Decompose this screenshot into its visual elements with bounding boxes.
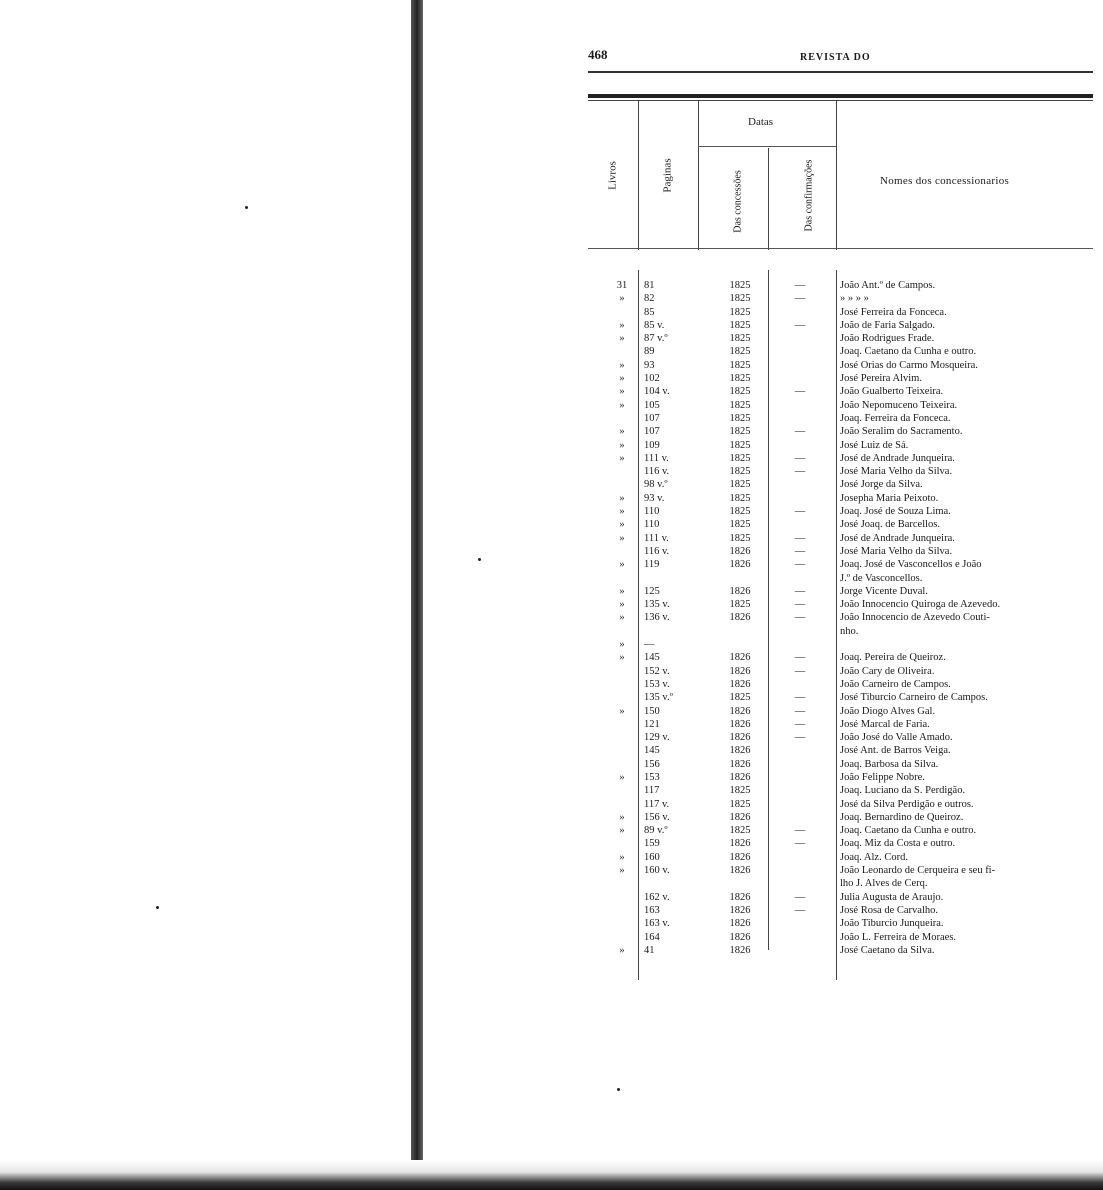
cell-concessao: 1826 <box>729 851 751 863</box>
cell-pagina: 160 <box>644 851 660 863</box>
table-row <box>588 505 1103 518</box>
table-row <box>588 385 1103 398</box>
dust-speck <box>245 206 248 209</box>
header-livros: Livros <box>606 161 619 190</box>
cell-nome: José Marcal de Faria. <box>840 718 930 730</box>
cell-livro: » <box>619 386 625 398</box>
cell-concessao: 1825 <box>729 359 751 371</box>
cell-confirmacao: — <box>794 280 806 291</box>
cell-pagina: 145 <box>644 745 660 757</box>
cell-livro: » <box>619 373 625 385</box>
cell-concessao: 1825 <box>729 798 751 810</box>
cell-nome: José de Andrade Junqueira. <box>840 452 955 464</box>
cell-livro: » <box>619 333 625 345</box>
cell-concessao: 1825 <box>729 426 751 438</box>
table-row <box>588 771 1103 784</box>
cell-livro: » <box>619 612 625 624</box>
cell-concessao: 1826 <box>729 559 751 571</box>
cell-confirmacao: — <box>794 652 806 664</box>
cell-nome: Joaq. Luciano da S. Perdigão. <box>840 785 966 797</box>
cell-confirmacao: — <box>794 545 806 557</box>
cell-pagina: 117 v. <box>644 798 670 810</box>
cell-nome: José Ferreira da Fonceca. <box>840 306 947 318</box>
table-row <box>588 824 1103 837</box>
cell-nome: João Rodrigues Frade. <box>840 333 935 345</box>
cell-pagina: 136 v. <box>644 612 670 624</box>
cell-livro: » <box>619 944 625 956</box>
table-row <box>588 811 1103 824</box>
book-spine <box>411 0 423 1168</box>
table-row <box>588 372 1103 385</box>
cell-livro: » <box>619 851 625 863</box>
cell-pagina: 85 v. <box>644 319 665 331</box>
cell-pagina: 135 v. <box>644 599 670 611</box>
cell-nome: João Leonardo de Cerqueira e seu fi- <box>840 865 996 877</box>
cell-nome: Joaq. Pereira de Queiroz. <box>840 652 946 664</box>
cell-concessao: 1826 <box>729 585 751 597</box>
cell-nome: João José do Valle Amado. <box>840 732 953 744</box>
table-row <box>588 292 1103 305</box>
cell-concessao: 1826 <box>729 718 751 730</box>
cell-nome: Joaq. Miz da Costa e outro. <box>840 838 956 850</box>
table-row <box>588 319 1103 332</box>
table-body <box>588 279 1103 957</box>
cell-concessao: 1825 <box>729 319 751 331</box>
cell-pagina: 89 <box>644 346 655 358</box>
cell-concessao: 1825 <box>729 412 751 424</box>
cell-nome: José Rosa de Carvalho. <box>840 904 938 916</box>
cell-concessao: 1825 <box>729 519 751 531</box>
cell-confirmacao: — <box>794 559 806 571</box>
cell-livro: » <box>619 439 625 451</box>
table-row <box>588 558 1103 571</box>
header-das-confirmacoes: Das confirmações <box>803 159 815 232</box>
cell-pagina: 109 <box>644 439 660 451</box>
table-row <box>588 611 1103 624</box>
cell-confirmacao: — <box>794 612 806 624</box>
cell-livro: » <box>619 399 625 411</box>
cell-confirmacao: — <box>794 466 806 478</box>
cell-livro: » <box>619 559 625 571</box>
running-head: REVISTA DO <box>800 52 871 63</box>
cell-nome: Jorge Vicente Duval. <box>840 585 928 597</box>
cell-livro: » <box>619 811 625 823</box>
cell-livro: » <box>619 492 625 504</box>
cell-nome: João de Faria Salgado. <box>840 319 936 331</box>
cell-nome: João Innocencio Quiroga de Azevedo. <box>840 599 1001 611</box>
cell-pagina: 116 v. <box>644 466 670 478</box>
header-das-concessoes: Das concessões <box>732 170 744 233</box>
cell-livro: » <box>619 426 625 438</box>
header-nomes: Nomes dos concessionarios <box>880 175 1010 187</box>
cell-confirmacao: — <box>794 319 806 331</box>
datas-subrule <box>698 146 836 147</box>
cell-concessao: 1825 <box>729 386 751 398</box>
table-top-rule <box>588 94 1093 98</box>
cell-concessao: 1826 <box>729 838 751 850</box>
cell-nome: Josepha Maria Peixoto. <box>840 492 939 504</box>
table-row <box>588 691 1103 704</box>
cell-pagina: 145 <box>644 652 660 664</box>
cell-concessao: 1826 <box>729 652 751 664</box>
table-row <box>588 678 1103 691</box>
dust-speck <box>478 558 481 561</box>
cell-concessao: 1825 <box>729 532 751 544</box>
cell-nome: Joaq. Bernardino de Queiroz. <box>840 811 964 823</box>
cell-livro: » <box>619 293 625 305</box>
header-paginas: Paginas <box>661 158 674 193</box>
cell-confirmacao: — <box>794 426 806 438</box>
table-row <box>588 944 1103 957</box>
cell-concessao: 1825 <box>729 785 751 797</box>
table-row <box>588 784 1103 797</box>
cell-confirmacao: — <box>794 838 806 850</box>
cell-concessao: 1826 <box>729 678 751 690</box>
cell-pagina: 162 v. <box>644 891 670 903</box>
cell-livro: » <box>619 705 625 717</box>
cell-nome: José Maria Velho da Silva. <box>840 466 953 478</box>
cell-livro: » <box>619 599 625 611</box>
cell-concessao: 1825 <box>729 599 751 611</box>
table-row <box>588 545 1103 558</box>
table-row <box>588 425 1103 438</box>
cell-nome: João Ant.º de Campos. <box>840 280 936 291</box>
cell-concessao: 1826 <box>729 891 751 903</box>
cell-livro: » <box>619 359 625 371</box>
cell-nome: José Tiburcio Carneiro de Campos. <box>840 692 988 704</box>
table-row <box>588 478 1103 491</box>
table-row <box>588 798 1103 811</box>
table-row <box>588 744 1103 757</box>
table-row <box>588 518 1103 531</box>
cell-pagina: 105 <box>644 399 660 411</box>
cell-pagina: 102 <box>644 373 660 385</box>
cell-pagina: 117 <box>644 785 660 797</box>
table-row <box>588 412 1103 425</box>
cell-livro: » <box>619 506 625 518</box>
cell-confirmacao: — <box>794 732 806 744</box>
cell-concessao: 1825 <box>729 373 751 385</box>
cell-pagina: 153 <box>644 771 660 783</box>
cell-pagina: 159 <box>644 838 660 850</box>
cell-livro: 31 <box>616 280 628 291</box>
table-row <box>588 705 1103 718</box>
table-row <box>588 345 1103 358</box>
cell-nome: Joaq. Caetano da Cunha e outro. <box>840 346 977 358</box>
cell-concessao: 1825 <box>729 452 751 464</box>
column-divider <box>698 100 699 250</box>
table-row <box>588 864 1103 877</box>
cell-nome: João Felippe Nobre. <box>840 771 925 783</box>
cell-nome: Joaq. Barbosa da Silva. <box>840 758 939 770</box>
cell-pagina: 110 <box>644 506 660 518</box>
cell-pagina: 119 <box>644 559 660 571</box>
cell-pagina: 164 <box>644 931 660 943</box>
cell-pagina: 41 <box>644 944 655 956</box>
cell-confirmacao: — <box>794 718 806 730</box>
cell-nome: João L. Ferreira de Moraes. <box>840 931 957 943</box>
cell-concessao: 1826 <box>729 918 751 930</box>
cell-pagina: 121 <box>644 718 660 730</box>
page-bottom-edge <box>0 1160 1103 1190</box>
cell-concessao: 1825 <box>729 280 751 291</box>
cell-pagina: 163 <box>644 904 660 916</box>
cell-concessao: 1825 <box>729 333 751 345</box>
cell-concessao: 1825 <box>729 692 751 704</box>
cell-pagina: 111 v. <box>644 452 669 464</box>
cell-nome: José Pereira Alvim. <box>840 373 922 385</box>
dust-speck <box>156 906 159 909</box>
cell-pagina: 93 <box>644 359 655 371</box>
cell-concessao: 1826 <box>729 545 751 557</box>
cell-concessao: 1826 <box>729 944 751 956</box>
cell-livro: » <box>619 452 625 464</box>
table-row <box>588 891 1103 904</box>
cell-nome: José de Andrade Junqueira. <box>840 532 955 544</box>
cell-pagina: 104 v. <box>644 386 670 398</box>
header-bottom-rule <box>588 248 1093 249</box>
cell-confirmacao: — <box>794 452 806 464</box>
cell-concessao: 1825 <box>729 506 751 518</box>
cell-concessao: 1826 <box>729 705 751 717</box>
table-row <box>588 399 1103 412</box>
cell-nome: José Maria Velho da Silva. <box>840 545 953 557</box>
cell-pagina: 150 <box>644 705 660 717</box>
page-number: 468 <box>588 47 608 62</box>
cell-nome: Joaq. José de Souza Lima. <box>840 506 951 518</box>
cell-pagina: 116 v. <box>644 545 670 557</box>
cell-livro: » <box>619 532 625 544</box>
cell-concessao: 1825 <box>729 346 751 358</box>
table-top-rule-thin <box>588 100 1093 101</box>
table-row <box>588 904 1103 917</box>
cell-pagina: 93 v. <box>644 492 665 504</box>
header-datas: Datas <box>748 116 774 128</box>
cell-nome: João Carneiro de Campos. <box>840 678 951 690</box>
cell-nome: Joaq. Caetano da Cunha e outro. <box>840 825 977 837</box>
cell-livro: » <box>619 825 625 837</box>
cell-pagina: 98 v.º <box>644 479 668 491</box>
cell-confirmacao: — <box>794 506 806 518</box>
cell-pagina: — <box>644 639 655 651</box>
table-row <box>588 731 1103 744</box>
cell-pagina: 82 <box>644 293 655 305</box>
cell-concessao: 1825 <box>729 466 751 478</box>
cell-nome: João Seralim do Sacramento. <box>840 426 963 438</box>
cell-confirmacao: — <box>794 599 806 611</box>
cell-nome: João Diogo Alves Gal. <box>840 705 936 717</box>
cell-nome: Joaq. Alz. Cord. <box>840 851 908 863</box>
dust-speck <box>617 1088 620 1091</box>
cell-livro: » <box>619 652 625 664</box>
cell-concessao: 1826 <box>729 745 751 757</box>
table-row <box>588 359 1103 372</box>
cell-nome: José da Silva Perdigão e outros. <box>840 798 974 810</box>
cell-confirmacao: — <box>794 891 806 903</box>
table-row <box>588 465 1103 478</box>
table-row <box>588 439 1103 452</box>
cell-pagina: 85 <box>644 306 655 318</box>
cell-concessao: 1825 <box>729 492 751 504</box>
table-row <box>588 837 1103 850</box>
table-row <box>588 532 1103 545</box>
cell-nome: José Joaq. de Barcellos. <box>840 519 941 531</box>
cell-nome: João Tiburcio Junqueira. <box>840 918 944 930</box>
cell-concessao: 1825 <box>729 439 751 451</box>
table-row <box>588 625 1103 638</box>
table-row <box>588 718 1103 731</box>
cell-livro: » <box>619 519 625 531</box>
cell-concessao: 1826 <box>729 771 751 783</box>
column-divider <box>638 100 639 250</box>
table-row <box>588 665 1103 678</box>
cell-pagina: 152 v. <box>644 665 670 677</box>
cell-nome: Julia Augusta de Araujo. <box>840 891 944 903</box>
cell-confirmacao: — <box>794 825 806 837</box>
table-row <box>588 931 1103 944</box>
table-row <box>588 638 1103 651</box>
cell-pagina: 110 <box>644 519 660 531</box>
cell-nome: J.º de Vasconcellos. <box>840 572 923 584</box>
cell-confirmacao: — <box>794 585 806 597</box>
table-row <box>588 332 1103 345</box>
cell-pagina: 111 v. <box>644 532 669 544</box>
cell-confirmacao: — <box>794 705 806 717</box>
cell-concessao: 1825 <box>729 306 751 318</box>
cell-livro: » <box>619 639 625 651</box>
table-row <box>588 452 1103 465</box>
cell-nome: João Nepomuceno Teixeira. <box>840 399 958 411</box>
cell-nome: Joaq. Ferreira da Fonceca. <box>840 412 951 424</box>
cell-pagina: 87 v.º <box>644 333 668 345</box>
cell-nome: Joaq. José de Vasconcellos e João <box>840 559 982 571</box>
cell-nome: José Orias do Carmo Mosqueira. <box>840 359 978 371</box>
cell-livro: » <box>619 865 625 877</box>
column-divider <box>768 148 769 250</box>
cell-pagina: 89 v.º <box>644 825 668 837</box>
cell-nome: José Caetano da Silva. <box>840 944 935 956</box>
cell-nome: João Gualberto Teixeira. <box>840 386 944 398</box>
cell-concessao: 1825 <box>729 479 751 491</box>
cell-concessao: 1826 <box>729 865 751 877</box>
cell-confirmacao: — <box>794 665 806 677</box>
cell-concessao: 1825 <box>729 293 751 305</box>
table-row <box>588 492 1103 505</box>
cell-concessao: 1826 <box>729 665 751 677</box>
table-row <box>588 917 1103 930</box>
cell-pagina: 153 v. <box>644 678 670 690</box>
cell-pagina: 81 <box>644 280 655 291</box>
cell-pagina: 107 <box>644 426 660 438</box>
cell-concessao: 1825 <box>729 399 751 411</box>
cell-concessao: 1825 <box>729 825 751 837</box>
cell-concessao: 1826 <box>729 931 751 943</box>
cell-confirmacao: — <box>794 904 806 916</box>
cell-concessao: 1826 <box>729 612 751 624</box>
table-row <box>588 572 1103 585</box>
table-row <box>588 877 1103 890</box>
cell-confirmacao: — <box>794 532 806 544</box>
cell-livro: » <box>619 319 625 331</box>
cell-nome: João Innocencio de Azevedo Couti- <box>840 612 990 624</box>
table-row <box>588 851 1103 864</box>
cell-nome: José Luiz de Sá. <box>840 439 909 451</box>
cell-livro: » <box>619 585 625 597</box>
cell-pagina: 129 v. <box>644 732 670 744</box>
cell-concessao: 1826 <box>729 811 751 823</box>
cell-confirmacao: — <box>794 293 806 305</box>
cell-nome: João Cary de Oliveira. <box>840 665 935 677</box>
header-rule <box>588 71 1093 73</box>
cell-concessao: 1826 <box>729 904 751 916</box>
cell-pagina: 135 v.º <box>644 692 673 704</box>
cell-pagina: 107 <box>644 412 660 424</box>
table-row <box>588 651 1103 664</box>
table-row <box>588 279 1103 292</box>
cell-nome: José Jorge da Silva. <box>840 479 923 491</box>
cell-nome: » » » » <box>840 293 869 305</box>
cell-pagina: 163 v. <box>644 918 670 930</box>
table-row <box>588 598 1103 611</box>
column-divider <box>836 100 837 250</box>
cell-nome: José Ant. de Barros Veiga. <box>840 745 951 757</box>
cell-concessao: 1826 <box>729 758 751 770</box>
cell-nome: nho. <box>840 625 859 637</box>
table-row <box>588 758 1103 771</box>
cell-confirmacao: — <box>794 386 806 398</box>
table-row <box>588 306 1103 319</box>
cell-pagina: 156 v. <box>644 811 670 823</box>
cell-pagina: 160 v. <box>644 865 670 877</box>
cell-pagina: 125 <box>644 585 660 597</box>
cell-nome: lho J. Alves de Cerq. <box>840 878 928 890</box>
cell-confirmacao: — <box>794 692 806 704</box>
cell-pagina: 156 <box>644 758 660 770</box>
table-row <box>588 585 1103 598</box>
cell-livro: » <box>619 771 625 783</box>
cell-concessao: 1826 <box>729 732 751 744</box>
